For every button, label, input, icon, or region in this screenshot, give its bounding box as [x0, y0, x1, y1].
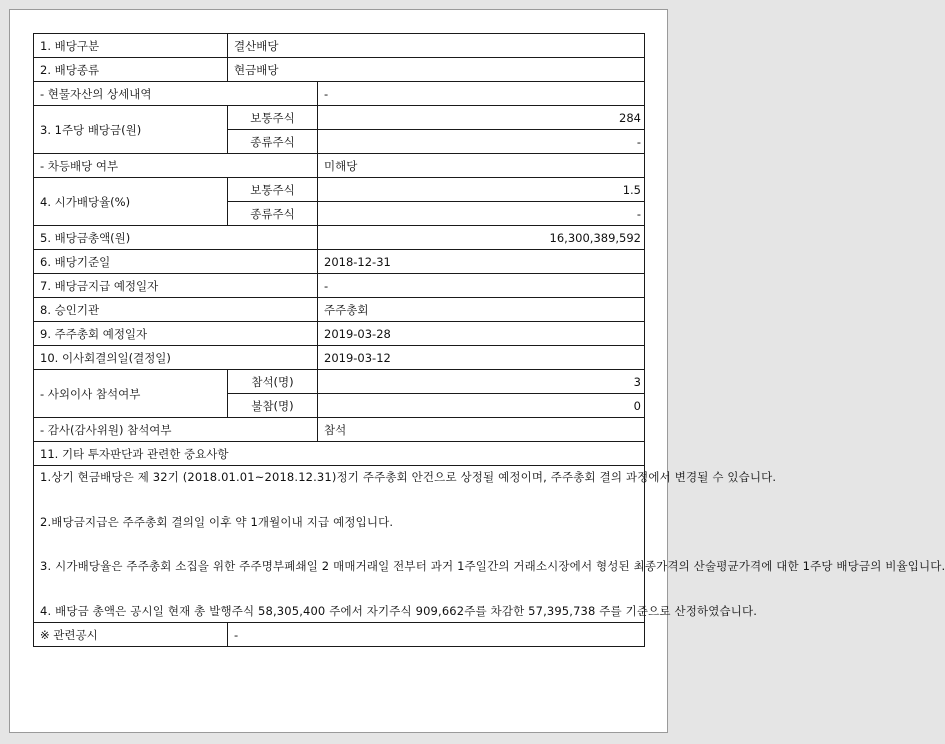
table-row [34, 322, 645, 346]
row-label: 3. 1주당 배당금(원) [34, 106, 228, 154]
row-label: - 감사(감사위원) 참석여부 [34, 418, 318, 442]
row-label: 1. 배당구분 [34, 34, 228, 58]
row-label: - 사외이사 참석여부 [34, 370, 228, 418]
table-row [34, 623, 645, 647]
table-row [34, 154, 645, 178]
row-label: 2. 배당종류 [34, 58, 228, 82]
row-label: 8. 승인기관 [34, 298, 318, 322]
table-row [34, 226, 645, 250]
table-row [34, 346, 645, 370]
row-value: - [318, 82, 645, 106]
table-row [34, 34, 645, 58]
row-label: ※ 관련공시 [34, 623, 228, 647]
row-label: 10. 이사회결의일(결정일) [34, 346, 318, 370]
row-value: - [228, 623, 645, 647]
note-paragraph: 1.상기 현금배당은 제 32기 (2018.01.01~2018.12.31)정기 주주총회 안건으로 상정될 예정이며, 주주총회 결의 과정에서 변경될 수 있습니다. [40, 470, 777, 484]
table-row [34, 82, 645, 106]
row-value: 현금배당 [228, 58, 645, 82]
row-value: - [318, 274, 645, 298]
row-label: 7. 배당금지급 예정일자 [34, 274, 318, 298]
table-row [34, 442, 645, 466]
table-row [34, 178, 645, 202]
notes-cell [34, 466, 945, 623]
row-label: 9. 주주총회 예정일자 [34, 322, 318, 346]
row-label: 5. 배당금총액(원) [34, 226, 318, 250]
sub-label: 종류주식 [228, 202, 318, 226]
table-row [34, 418, 645, 442]
row-value: 주주총회 [318, 298, 645, 322]
table-row [34, 250, 645, 274]
note-paragraph: 4. 배당금 총액은 공시일 현재 총 발행주식 58,305,400 주에서 자기주식 909,662주를 차감한 57,395,738 주를 기준으로 산정하였습니다. [40, 603, 758, 618]
row-value: - [318, 130, 645, 154]
sub-label: 종류주식 [228, 130, 318, 154]
dividend-disclosure-table [33, 33, 945, 647]
row-label: - 현물자산의 상세내역 [34, 82, 318, 106]
row-value: 0 [318, 394, 645, 418]
row-value: 3 [318, 370, 645, 394]
sub-label: 보통주식 [228, 178, 318, 202]
table-row [34, 58, 645, 82]
table-row [34, 466, 645, 623]
row-value: 참석 [318, 418, 645, 442]
sub-label: 참석(명) [228, 370, 318, 394]
row-value: 결산배당 [228, 34, 645, 58]
row-label: 6. 배당기준일 [34, 250, 318, 274]
row-label: - 차등배당 여부 [34, 154, 318, 178]
row-value: 미해당 [318, 154, 645, 178]
row-value: 1.5 [318, 178, 645, 202]
row-label: 4. 시가배당율(%) [34, 178, 228, 226]
table-row [34, 106, 645, 130]
section-heading: 11. 기타 투자판단과 관련한 중요사항 [34, 442, 645, 466]
sub-label: 불참(명) [228, 394, 318, 418]
row-value: 2019-03-28 [318, 322, 645, 346]
row-value: - [318, 202, 645, 226]
note-paragraph: 2.배당금지급은 주주총회 결의일 이후 약 1개월이내 지급 예정입니다. [40, 514, 394, 529]
row-value: 284 [318, 106, 645, 130]
table-row [34, 370, 645, 394]
sub-label: 보통주식 [228, 106, 318, 130]
note-paragraph: 3. 시가배당율은 주주총회 소집을 위한 주주명부폐쇄일 2 매매거래일 전부터 과거 1주일간의 거래소시장에서 형성된 최종가격의 산술평균가격에 대한 1주당 배당금의 비율입니다. [40, 559, 945, 573]
row-value: 2018-12-31 [318, 250, 645, 274]
row-value: 2019-03-12 [318, 346, 645, 370]
table-row [34, 298, 645, 322]
row-value: 16,300,389,592 [318, 226, 645, 250]
table-row [34, 274, 645, 298]
